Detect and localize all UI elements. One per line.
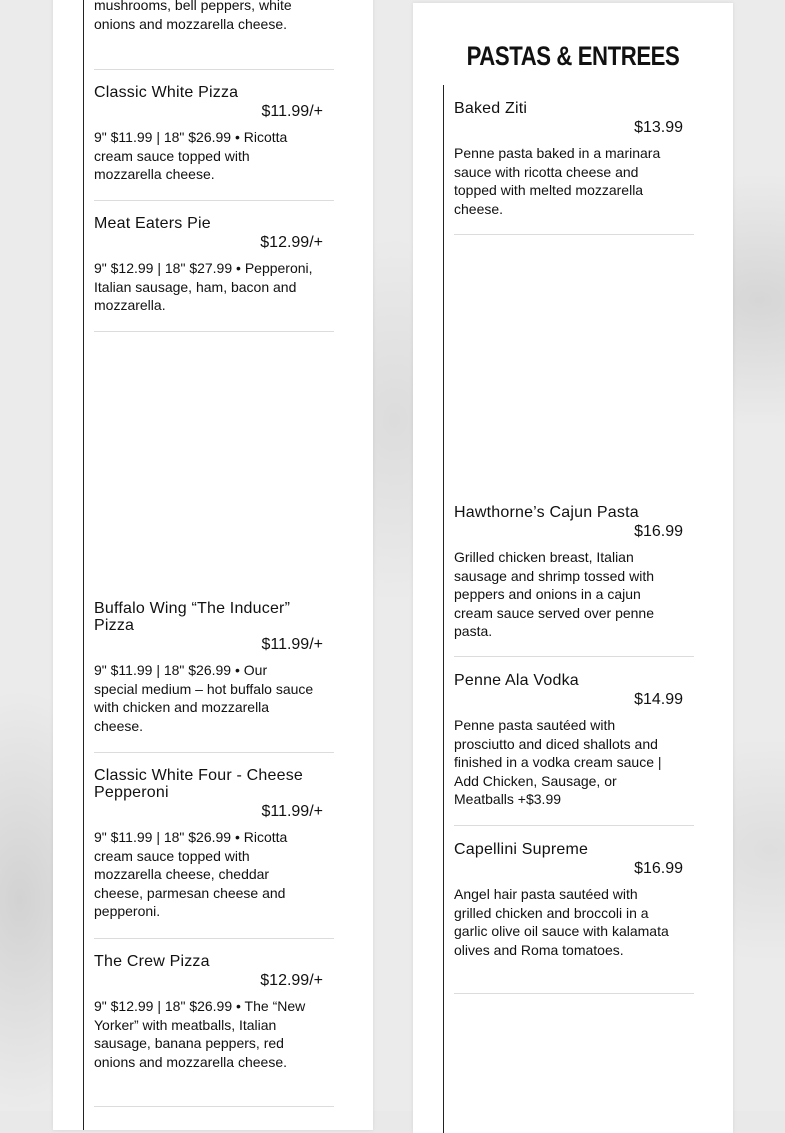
item-description: 9" $12.99 | 18" $27.99 • Pepperoni, Italian sausage, ham, bacon and mozzarella. — [94, 260, 313, 314]
item-separator — [454, 825, 694, 826]
item-name: Buffalo Wing “The Inducer” Pizza — [94, 600, 291, 634]
item-description: 9" $11.99 | 18" $26.99 • Our special medium – hot buffalo sauce with chicken and mozzarella cheese. — [94, 662, 314, 734]
item-name: Classic White Four - Cheese Pepperoni — [94, 767, 304, 801]
menu-item-baked-ziti — [454, 100, 694, 218]
item-price: $11.99/+ — [261, 103, 323, 120]
item-price: $16.99 — [634, 523, 683, 540]
menu-item-hawthornes-cajun-pasta — [454, 504, 694, 641]
menu-item-buffalo-wing-pizza — [94, 600, 334, 735]
menu-item-meat-eaters-pie — [94, 215, 334, 315]
item-separator — [94, 938, 334, 939]
item-description: 9" $11.99 | 18" $26.99 • Ricotta cream sauce topped with mozzarella cheese, cheddar cheese, parmesan cheese and pepperoni. — [94, 829, 288, 920]
item-description: Angel hair pasta sautéed with grilled chicken and broccoli in a garlic olive oil sauce with kalamata olives and Roma tomatoes. — [454, 886, 669, 958]
item-separator — [94, 200, 334, 201]
item-name: Classic White Pizza — [94, 84, 239, 101]
item-separator — [454, 234, 694, 235]
menu-item-the-crew-pizza — [94, 953, 334, 1071]
item-separator — [94, 1106, 334, 1107]
item-name: Baked Ziti — [454, 100, 528, 117]
item-separator — [454, 656, 694, 657]
menu-item-capellini-supreme — [454, 841, 694, 959]
previous-item-description: mushrooms, bell peppers, white onions and mozzarella cheese. — [94, 0, 292, 32]
menu-item-penne-ala-vodka — [454, 672, 694, 809]
item-price: $14.99 — [634, 691, 683, 708]
item-separator — [94, 69, 334, 70]
pizza-menu-card — [53, 0, 373, 1130]
item-description: 9" $11.99 | 18" $26.99 • Ricotta cream sauce topped with mozzarella cheese. — [94, 129, 288, 183]
section-title: PASTAS & ENTREES — [466, 41, 680, 71]
item-price: $13.99 — [634, 119, 683, 136]
item-description: Penne pasta sautéed with prosciutto and diced shallots and finished in a vodka cream sauce | Add Chicken, Sausage, or Meatballs +$3.99 — [454, 717, 662, 808]
item-name: Penne Ala Vodka — [454, 672, 579, 689]
item-price: $11.99/+ — [261, 636, 323, 653]
item-separator — [94, 752, 334, 753]
item-separator — [94, 331, 334, 332]
item-name: Hawthorne’s Cajun Pasta — [454, 504, 639, 521]
menu-item-classic-white-four-cheese-pepperoni — [94, 767, 334, 921]
column-rule — [443, 85, 444, 1133]
item-name: Capellini Supreme — [454, 841, 589, 858]
item-name: Meat Eaters Pie — [94, 215, 211, 232]
item-separator — [454, 993, 694, 994]
pasta-menu-card — [413, 3, 733, 1133]
item-description: Penne pasta baked in a marinara sauce with ricotta cheese and topped with melted mozzarella cheese. — [454, 145, 661, 217]
item-price: $16.99 — [634, 860, 683, 877]
item-price: $11.99/+ — [261, 803, 323, 820]
item-name: The Crew Pizza — [94, 953, 210, 970]
item-description: 9" $12.99 | 18" $26.99 • The “New Yorker” with meatballs, Italian sausage, banana peppers, red onions and mozzarella cheese. — [94, 998, 306, 1070]
menu-item-classic-white-pizza — [94, 84, 334, 184]
item-description: Grilled chicken breast, Italian sausage and shrimp tossed with peppers and onions in a cajun cream sauce served over penne pasta. — [454, 549, 654, 640]
item-price: $12.99/+ — [260, 234, 323, 251]
item-price: $12.99/+ — [260, 972, 323, 989]
column-rule — [83, 0, 84, 1130]
